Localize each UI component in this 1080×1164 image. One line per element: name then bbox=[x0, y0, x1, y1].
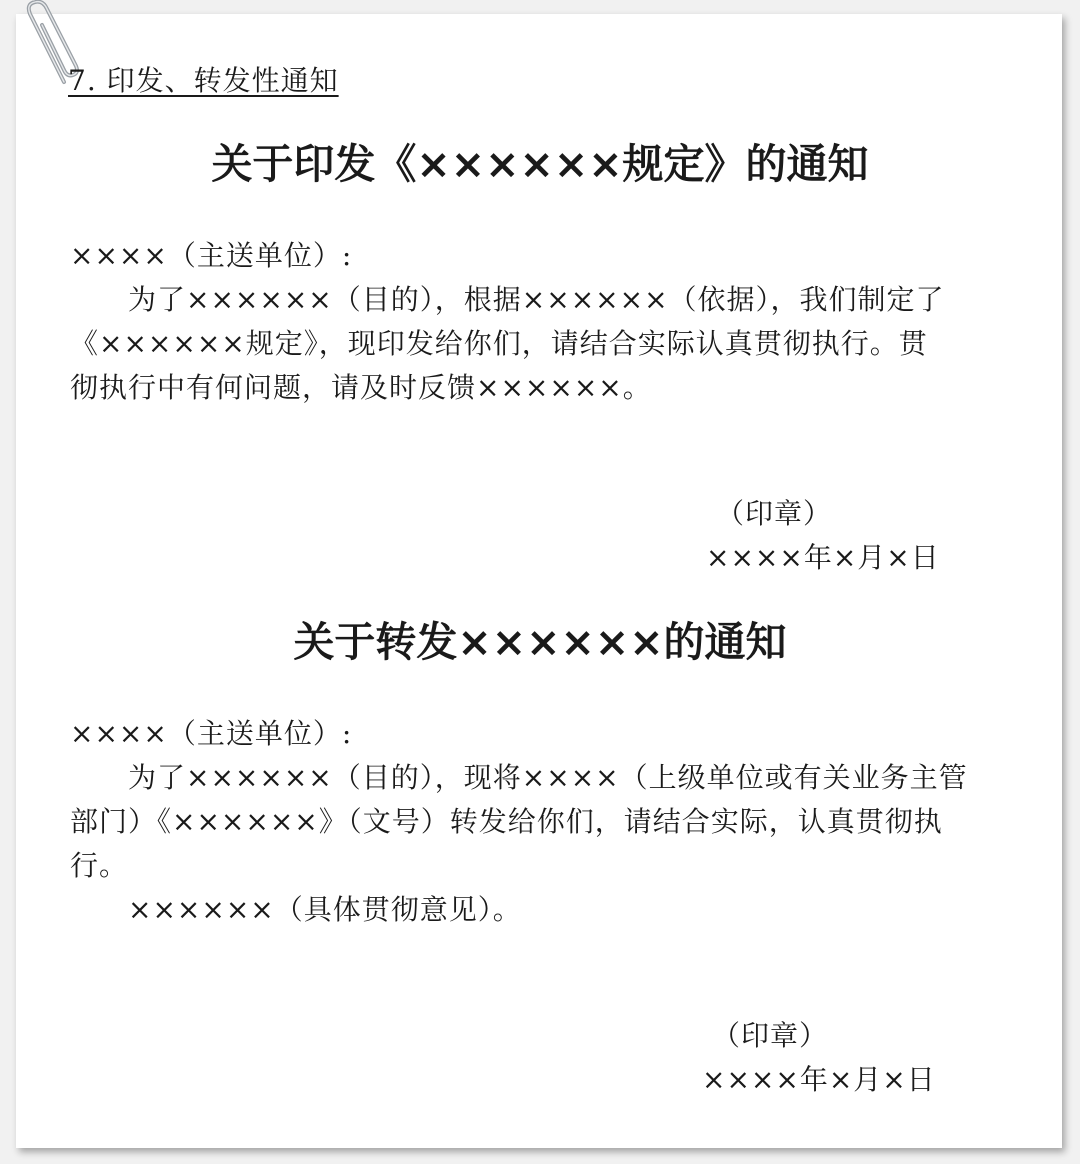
date-line: ××××年×月×日 bbox=[706, 541, 940, 574]
recipient-line: ××××（主送单位）: bbox=[70, 717, 353, 750]
body-line: 行。 bbox=[70, 849, 129, 882]
body-line: 《××××××规定》，现印发给你们，请结合实际认真贯彻执行。贯 bbox=[70, 327, 928, 360]
body-line: 彻执行中有何问题，请及时反馈××××××。 bbox=[70, 371, 652, 404]
seal-label: （印章） bbox=[716, 497, 833, 530]
date-line: ××××年×月×日 bbox=[702, 1063, 936, 1096]
body-line: 部门）《××××××》（文号）转发给你们，请结合实际，认真贯彻执 bbox=[70, 805, 943, 838]
notice-title: 关于印发《××××××规定》的通知 bbox=[211, 140, 869, 188]
body-line: 为了××××××（目的），现将××××（上级单位或有关业务主管 bbox=[70, 761, 968, 794]
section-heading: 7. 印发、转发性通知 bbox=[68, 64, 339, 97]
body-line: 为了××××××（目的），根据××××××（依据），我们制定了 bbox=[70, 283, 945, 316]
notice-title: 关于转发××××××的通知 bbox=[293, 618, 787, 666]
recipient-line: ××××（主送单位）: bbox=[70, 239, 353, 272]
seal-label: （印章） bbox=[712, 1019, 829, 1052]
body-line: ××××××（具体贯彻意见）。 bbox=[70, 893, 522, 926]
